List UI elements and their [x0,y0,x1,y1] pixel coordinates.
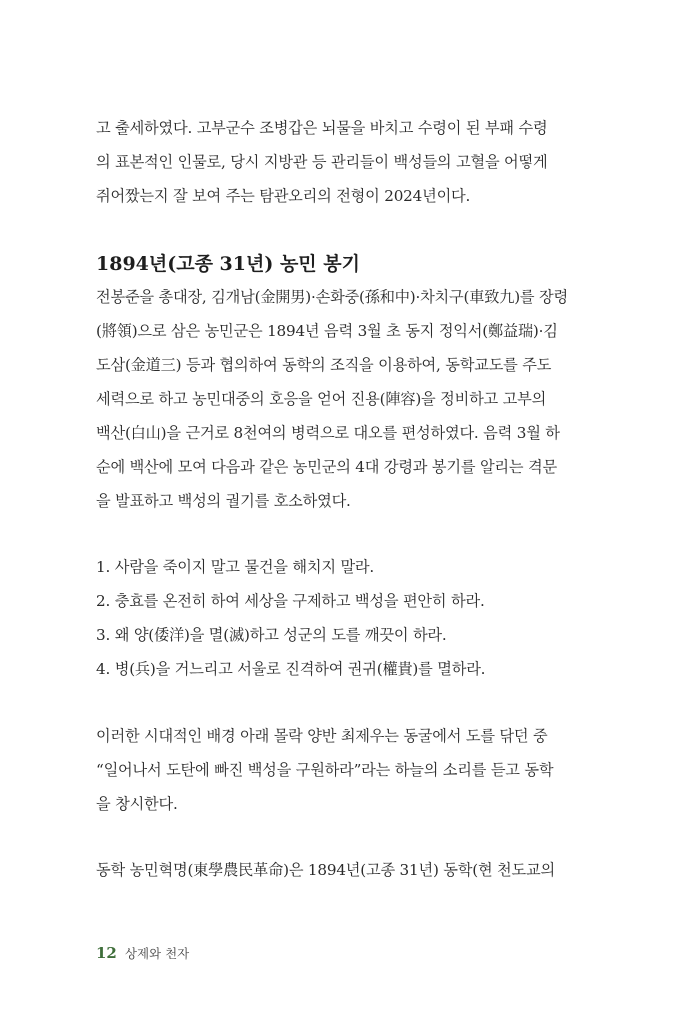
paragraph-1-line-2: 의 표본적인 인물로, 당시 지방관 등 관리들이 백성들의 고혈을 어떻게 [96,153,548,171]
paragraph-2-line-3: 도삼(金道三) 등과 협의하여 동학의 조직을 이용하여, 동학교도를 주도 [96,356,552,374]
paragraph-2-line-7: 을 발표하고 백성의 궐기를 호소하였다. [96,492,351,510]
paragraph-3-line-1: 이러한 시대적인 배경 아래 몰락 양반 최제우는 동굴에서 도를 닦던 중 [96,727,548,745]
paragraph-2-line-2: (將領)으로 삼은 농민군은 1894년 음력 3월 초 동지 정익서(鄭益瑞)·김 [96,322,558,340]
section-heading: 1894년(고종 31년) 농민 봉기 [96,253,360,275]
paragraph-3-line-2: “일어나서 도탄에 빠진 백성을 구원하라”라는 하늘의 소리를 듣고 동학 [96,761,554,779]
paragraph-2-line-1: 전봉준을 총대장, 김개남(金開男)·손화중(孫和中)·차치구(車致九)를 장령 [96,288,568,306]
book-title: 상제와 천자 [124,946,190,961]
paragraph-1-line-1: 고 출세하였다. 고부군수 조병갑은 뇌물을 바치고 수령이 된 부패 수령 [96,119,548,137]
page-number: 12 [96,944,117,962]
paragraph-1-line-3: 쥐어짰는지 잘 보여 주는 탐관오리의 전형이 2024년이다. [96,187,471,205]
paragraph-4-line-1: 동학 농민혁명(東學農民革命)은 1894년(고종 31년) 동학(현 천도교의 [96,861,555,879]
principle-item-2: 2. 충효를 온전히 하여 세상을 구제하고 백성을 편안히 하라. [96,592,485,610]
paragraph-2-line-5: 백산(白山)을 근거로 8천여의 병력으로 대오를 편성하였다. 음력 3월 하 [96,424,560,442]
page-footer [96,944,189,966]
paragraph-2-line-4: 세력으로 하고 농민대중의 호응을 얻어 진용(陣容)을 정비하고 고부의 [96,390,547,408]
principle-item-3: 3. 왜 양(倭洋)을 멸(滅)하고 성군의 도를 깨끗이 하라. [96,626,447,644]
paragraph-2-line-6: 순에 백산에 모여 다음과 같은 농민군의 4대 강령과 봉기를 알리는 격문 [96,458,557,476]
principle-item-4: 4. 병(兵)을 거느리고 서울로 진격하여 권귀(權貴)를 멸하라. [96,660,486,678]
principle-item-1: 1. 사람을 죽이지 말고 물건을 해치지 말라. [96,558,375,576]
paragraph-3-line-3: 을 창시한다. [96,795,178,813]
